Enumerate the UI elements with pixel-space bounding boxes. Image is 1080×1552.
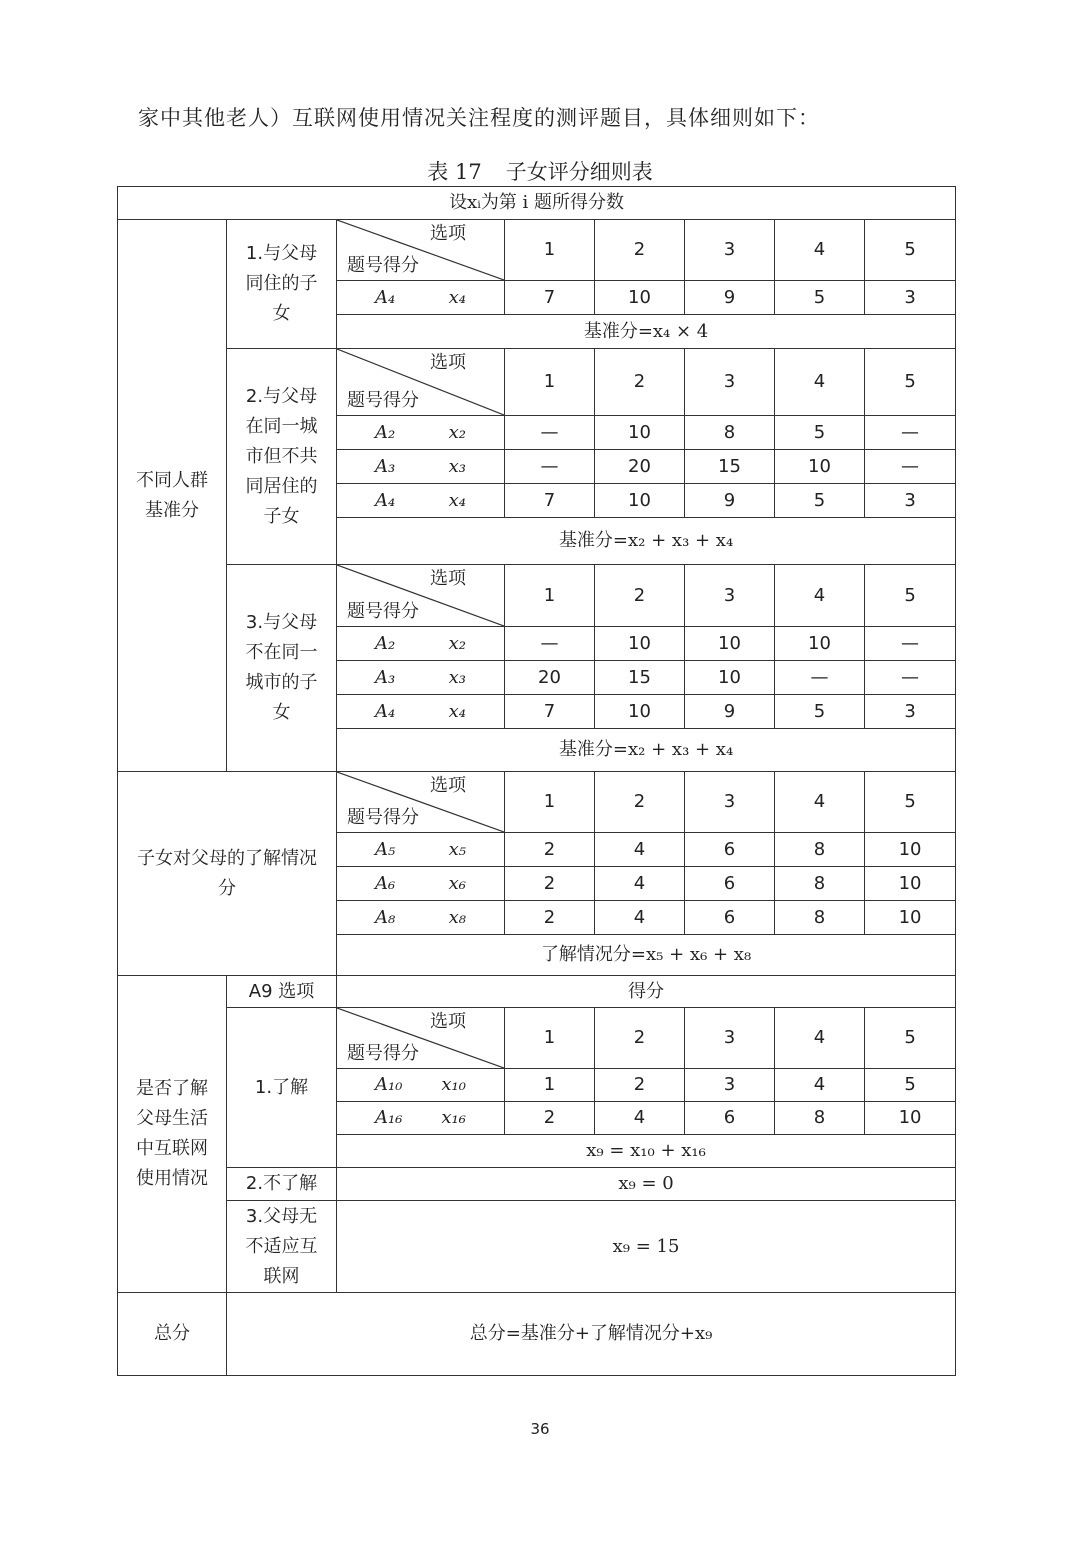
question-variable-pair: [337, 1070, 504, 1100]
option-number-4: 4: [775, 349, 865, 416]
question-variable-pair: [337, 663, 504, 693]
score-value: 10: [685, 661, 775, 695]
options-header-label: 选项: [430, 568, 466, 589]
subgroup-label: 2.与父母在同一城市但不共同居住的子女: [227, 349, 337, 565]
question-variable-cell: [337, 281, 505, 315]
x9-formula-not-understand: x₉ = 0: [337, 1168, 956, 1201]
score-value: 10: [865, 833, 956, 867]
question-variable-cell: [337, 867, 505, 901]
score-value: 4: [775, 1069, 865, 1102]
question-score-header-label: 题号得分: [347, 601, 419, 622]
score-variable: x₁₀: [441, 1074, 466, 1095]
option-number-2: 2: [595, 772, 685, 833]
total-formula: 总分=基准分+了解情况分+x₉: [227, 1293, 956, 1376]
option-number-3: 3: [685, 220, 775, 281]
question-id: A₆: [375, 872, 396, 894]
table-row: [118, 565, 956, 627]
score-value: 8: [775, 901, 865, 935]
option-number-2: 2: [595, 565, 685, 627]
score-value: 9: [685, 484, 775, 518]
score-value: 2: [505, 867, 595, 901]
diagonal-header-cell: [337, 220, 505, 281]
score-value: 9: [685, 695, 775, 729]
score-header: 得分: [337, 976, 956, 1008]
score-value: —: [505, 416, 595, 450]
option-number-5: 5: [865, 565, 956, 627]
table-row: [118, 1201, 956, 1293]
option-number-1: 1: [505, 1008, 595, 1069]
option-number-5: 5: [865, 1008, 956, 1069]
question-variable-cell: [337, 1102, 505, 1135]
score-value: —: [865, 416, 956, 450]
question-variable-cell: [337, 833, 505, 867]
score-value: 10: [595, 281, 685, 315]
question-variable-pair: [337, 452, 504, 482]
score-value: 2: [505, 1102, 595, 1135]
score-value: 15: [685, 450, 775, 484]
option-number-4: 4: [775, 1008, 865, 1069]
subgroup-label: 3.与父母不在同一城市的子女: [227, 565, 337, 772]
score-value: 3: [865, 484, 956, 518]
score-value: 3: [685, 1069, 775, 1102]
score-value: 5: [865, 1069, 956, 1102]
question-variable-cell: [337, 450, 505, 484]
question-score-header-label: 题号得分: [347, 390, 419, 411]
option-number-2: 2: [595, 349, 685, 416]
score-value: 10: [775, 627, 865, 661]
question-id: A₁₀: [375, 1074, 403, 1095]
baseline-formula: 基准分=x₂ + x₃ + x₄: [337, 729, 956, 772]
question-variable-cell: [337, 416, 505, 450]
question-id: A₂: [375, 421, 396, 443]
question-variable-cell: [337, 1069, 505, 1102]
score-value: 5: [775, 484, 865, 518]
question-id: A₅: [375, 838, 396, 860]
question-variable-pair: [337, 903, 504, 933]
question-id: A₄: [375, 489, 396, 511]
score-value: —: [505, 450, 595, 484]
question-variable-pair: [337, 697, 504, 727]
question-id: A₄: [375, 286, 396, 308]
option-number-1: 1: [505, 220, 595, 281]
question-id: A₃: [375, 455, 396, 477]
score-value: 3: [865, 695, 956, 729]
option-number-5: 5: [865, 772, 956, 833]
score-value: 10: [865, 1102, 956, 1135]
options-header-label: 选项: [430, 775, 466, 796]
option-number-1: 1: [505, 772, 595, 833]
score-value: 7: [505, 281, 595, 315]
question-score-header-label: 题号得分: [347, 1043, 419, 1064]
score-variable: x₃: [448, 666, 466, 688]
score-value: 6: [685, 901, 775, 935]
question-id: A₂: [375, 632, 396, 654]
score-value: —: [865, 661, 956, 695]
diagonal-header-cell: [337, 1008, 505, 1069]
score-value: 20: [505, 661, 595, 695]
score-variable: x₃: [448, 455, 466, 477]
score-value: 8: [775, 867, 865, 901]
question-variable-cell: [337, 627, 505, 661]
score-value: 4: [595, 1102, 685, 1135]
options-header-label: 选项: [430, 1011, 466, 1032]
option-number-2: 2: [595, 1008, 685, 1069]
option-number-4: 4: [775, 220, 865, 281]
score-value: 4: [595, 833, 685, 867]
score-value: 10: [685, 627, 775, 661]
total-label: 总分: [118, 1293, 227, 1376]
score-value: 8: [775, 833, 865, 867]
question-variable-cell: [337, 695, 505, 729]
score-value: 6: [685, 833, 775, 867]
option-number-5: 5: [865, 220, 956, 281]
score-value: 2: [505, 901, 595, 935]
diagonal-header-cell: [337, 565, 505, 627]
score-value: —: [775, 661, 865, 695]
option-understand: 1.了解: [227, 1008, 337, 1168]
table-row: [118, 1008, 956, 1069]
option-not-understand: 2.不了解: [227, 1168, 337, 1201]
score-value: 15: [595, 661, 685, 695]
score-value: 10: [595, 416, 685, 450]
score-value: 10: [595, 484, 685, 518]
score-value: 6: [685, 1102, 775, 1135]
score-value: 1: [505, 1069, 595, 1102]
score-value: 10: [865, 901, 956, 935]
score-variable: x₅: [448, 838, 466, 860]
question-variable-pair: [337, 869, 504, 899]
question-variable-pair: [337, 629, 504, 659]
score-value: 2: [505, 833, 595, 867]
option-parents-no-internet: 3.父母无不适应互联网: [227, 1201, 337, 1293]
option-number-2: 2: [595, 220, 685, 281]
score-value: 10: [595, 627, 685, 661]
score-variable: x₂: [448, 632, 466, 654]
score-value: 10: [595, 695, 685, 729]
score-value: 8: [775, 1102, 865, 1135]
score-variable: x₁₆: [441, 1107, 466, 1128]
diagonal-header-cell: [337, 772, 505, 833]
score-variable: x₆: [448, 872, 466, 894]
a9-options-header: A9 选项: [227, 976, 337, 1008]
score-variable: x₂: [448, 421, 466, 443]
score-value: 5: [775, 695, 865, 729]
option-number-4: 4: [775, 565, 865, 627]
score-value: 3: [865, 281, 956, 315]
group-label-internet-awareness: 是否了解父母生活中互联网使用情况: [118, 976, 227, 1293]
score-value: —: [865, 450, 956, 484]
table-row: [118, 220, 956, 281]
caption-number: 表 17: [427, 160, 482, 184]
score-value: 6: [685, 867, 775, 901]
score-variable: x₄: [448, 489, 466, 511]
baseline-formula: 基准分=x₂ + x₃ + x₄: [337, 518, 956, 565]
option-number-4: 4: [775, 772, 865, 833]
group-label-understanding: 子女对父母的了解情况分: [118, 772, 337, 976]
question-variable-pair: [337, 283, 504, 313]
group-label-baseline: 不同人群基准分: [118, 220, 227, 772]
question-id: A₈: [375, 906, 396, 928]
score-value: 4: [595, 867, 685, 901]
question-variable-cell: [337, 484, 505, 518]
question-id: A₃: [375, 666, 396, 688]
options-header-label: 选项: [430, 352, 466, 373]
option-number-1: 1: [505, 565, 595, 627]
scoring-table: [117, 186, 956, 1376]
option-number-1: 1: [505, 349, 595, 416]
question-id: A₁₆: [375, 1107, 403, 1128]
table-row: [118, 772, 956, 833]
question-variable-pair: [337, 486, 504, 516]
score-value: 8: [685, 416, 775, 450]
score-value: 4: [595, 901, 685, 935]
score-value: 5: [775, 281, 865, 315]
option-number-3: 3: [685, 349, 775, 416]
table-caption: [0, 156, 1080, 186]
score-value: 10: [865, 867, 956, 901]
score-value: 5: [775, 416, 865, 450]
question-variable-pair: [337, 835, 504, 865]
understanding-formula: 了解情况分=x₅ + x₆ + x₈: [337, 935, 956, 976]
score-value: 10: [775, 450, 865, 484]
question-variable-cell: [337, 901, 505, 935]
options-header-label: 选项: [430, 223, 466, 244]
option-number-3: 3: [685, 772, 775, 833]
question-variable-cell: [337, 661, 505, 695]
question-score-header-label: 题号得分: [347, 255, 419, 276]
intro-text: 家中其他老人）互联网使用情况关注程度的测评题目，具体细则如下：: [138, 106, 820, 130]
score-value: —: [505, 627, 595, 661]
score-variable: x₈: [448, 906, 466, 928]
page-number: 36: [530, 1420, 550, 1438]
table-row: [118, 1168, 956, 1201]
question-variable-pair: [337, 1103, 504, 1133]
question-score-header-label: 题号得分: [347, 807, 419, 828]
score-value: 9: [685, 281, 775, 315]
score-value: 2: [595, 1069, 685, 1102]
score-value: 7: [505, 695, 595, 729]
baseline-formula: 基准分=x₄ × 4: [337, 315, 956, 349]
x9-formula-understand: x₉ = x₁₀ + x₁₆: [337, 1135, 956, 1168]
diagonal-header-cell: [337, 349, 505, 416]
subgroup-label: 1.与父母同住的子女: [227, 220, 337, 349]
score-value: —: [865, 627, 956, 661]
question-variable-pair: [337, 418, 504, 448]
caption-title: 子女评分细则表: [505, 160, 653, 184]
score-variable: x₄: [448, 286, 466, 308]
option-number-5: 5: [865, 349, 956, 416]
question-id: A₄: [375, 700, 396, 722]
score-variable: x₄: [448, 700, 466, 722]
option-number-3: 3: [685, 1008, 775, 1069]
x9-formula-no-internet: x₉ = 15: [337, 1201, 956, 1293]
header-row: 设xᵢ为第 i 题所得分数: [118, 187, 956, 220]
table-row: [118, 976, 956, 1008]
score-value: 7: [505, 484, 595, 518]
table-row: [118, 1293, 956, 1376]
table-row: [118, 349, 956, 416]
option-number-3: 3: [685, 565, 775, 627]
score-value: 20: [595, 450, 685, 484]
